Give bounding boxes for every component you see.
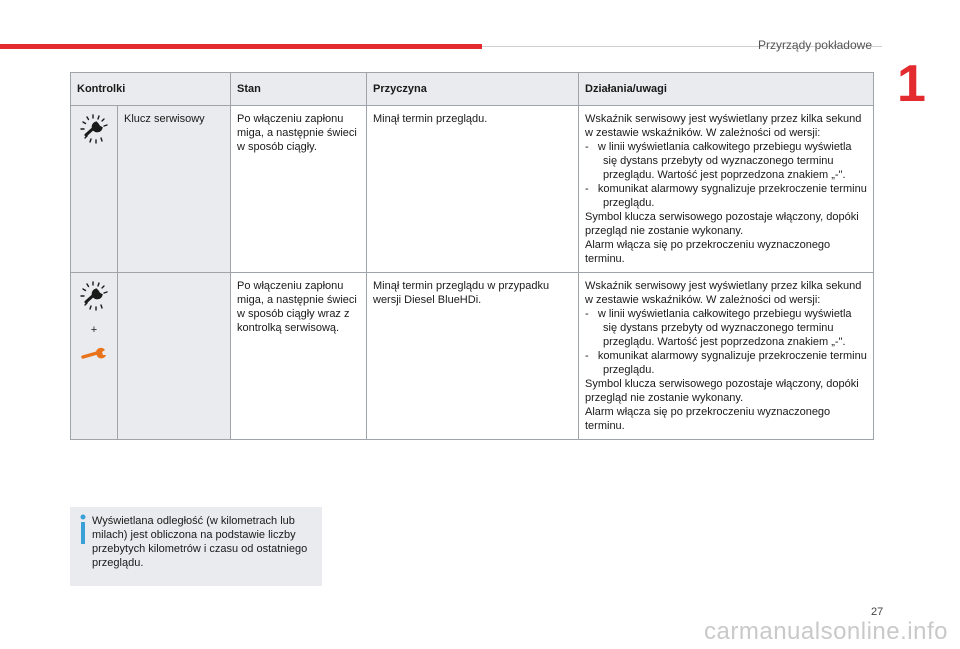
col-header-przyczyna: Przyczyna: [367, 73, 579, 106]
table-header-row: [71, 73, 874, 106]
info-icon: [76, 513, 90, 545]
actions-bullet: - komunikat alarmowy sygnalizuje przekroczenie terminu przeglądu.: [585, 183, 867, 209]
cause-text: Minął termin przeglądu.: [367, 106, 579, 273]
warning-light-name: Klucz serwisowy: [118, 106, 231, 273]
chapter-number: 1: [897, 55, 926, 113]
plus-sign: +: [90, 324, 98, 336]
warning-lights-table: [70, 72, 874, 440]
col-header-stan: Stan: [231, 73, 367, 106]
page-number: 27: [871, 606, 884, 618]
table-row: [71, 106, 874, 273]
state-text: Po włączeniu zapłonu miga, a następnie świeci w sposób ciągły wraz z kontrolką serwisową.: [231, 273, 367, 440]
actions-paragraph: Wskaźnik serwisowy jest wyświetlany przez kilka sekund w zestawie wskaźników. W zależności od wersji:: [585, 113, 862, 139]
warning-light-icon-cell: [71, 106, 118, 273]
wrench-orange-icon: [80, 347, 108, 361]
col-header-kontrolki: Kontrolki: [71, 73, 231, 106]
info-note-box: [70, 507, 322, 586]
table-row: [71, 273, 874, 440]
section-title: Przyrządy pokładowe: [757, 38, 872, 52]
actions-bullet: - w linii wyświetlania całkowitego przebiegu wyświetla się dystans przebyty od wyznaczonego terminu przeglądu. Wartość jest poprzedzona znakiem „-".: [585, 308, 852, 348]
actions-bullet: - komunikat alarmowy sygnalizuje przekroczenie terminu przeglądu.: [585, 350, 867, 376]
cause-text: Minął termin przeglądu w przypadku wersji Diesel BlueHDi.: [367, 273, 579, 440]
state-text: Po włączeniu zapłonu miga, a następnie świeci w sposób ciągły.: [231, 106, 367, 273]
actions-paragraph: Alarm włącza się po przekroczeniu wyznaczonego terminu.: [585, 239, 831, 265]
actions-paragraph: Symbol klucza serwisowego pozostaje włączony, dopóki przegląd nie zostanie wykonany.: [585, 211, 859, 237]
actions-cell: [579, 106, 874, 273]
watermark: carmanualsonline.info: [704, 618, 948, 645]
actions-cell: [579, 273, 874, 440]
col-header-dzialania: Działania/uwagi: [579, 73, 874, 106]
wrench-blinking-icon: [77, 112, 111, 146]
warning-light-icon-cell: [71, 273, 118, 440]
actions-bullet: - w linii wyświetlania całkowitego przebiegu wyświetla się dystans przebyty od wyznaczonego terminu przeglądu. Wartość jest poprzedzona znakiem „-".: [585, 141, 852, 181]
actions-paragraph: Wskaźnik serwisowy jest wyświetlany przez kilka sekund w zestawie wskaźników. W zależności od wersji:: [585, 280, 862, 306]
actions-paragraph: Alarm włącza się po przekroczeniu wyznaczonego terminu.: [585, 406, 831, 432]
wrench-blinking-icon: [77, 279, 111, 313]
header-accent-bar: [0, 44, 482, 49]
actions-paragraph: Symbol klucza serwisowego pozostaje włączony, dopóki przegląd nie zostanie wykonany.: [585, 378, 859, 404]
warning-light-name: [118, 273, 231, 440]
info-note-text: Wyświetlana odległość (w kilometrach lub milach) jest obliczona na podstawie liczby przebytych kilometrów i czasu od ostatniego przeglądu.: [92, 515, 308, 569]
